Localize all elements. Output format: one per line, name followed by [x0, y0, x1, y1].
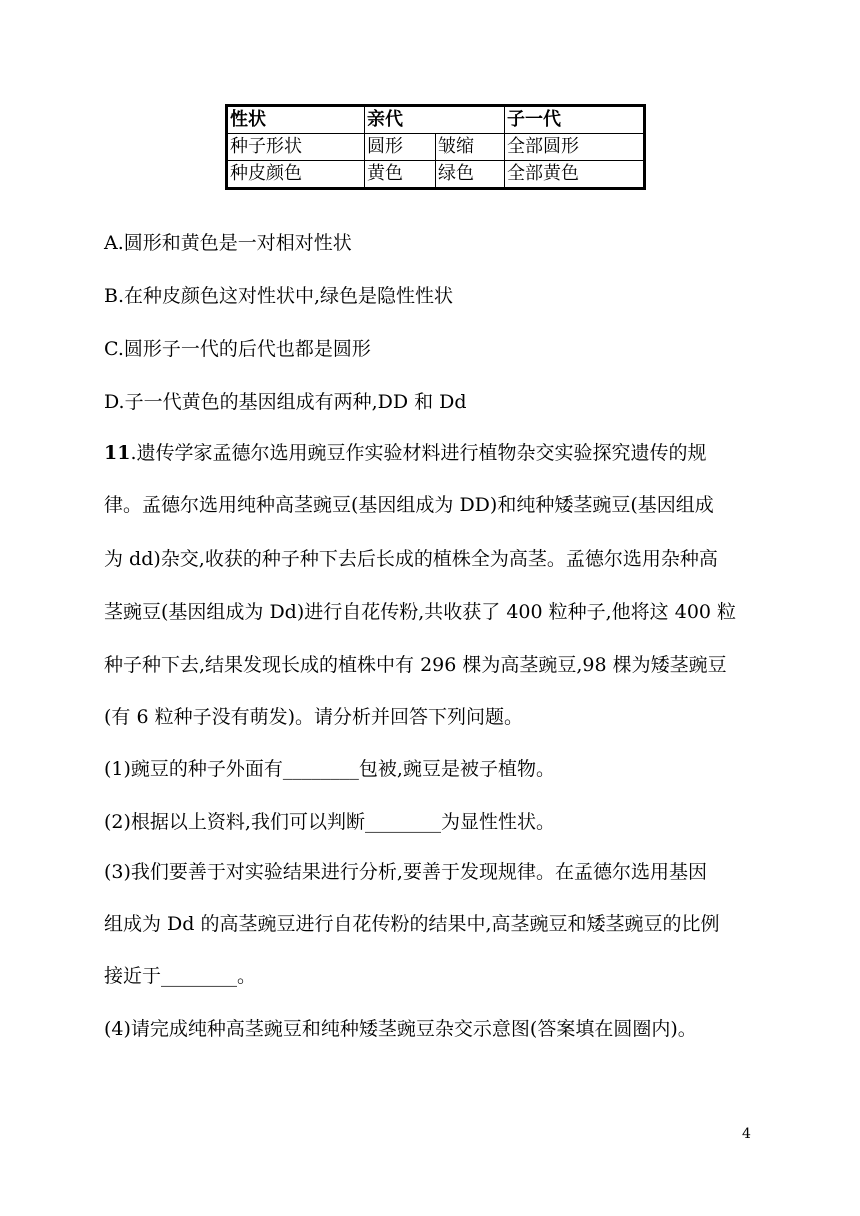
sub-question-3-line-2: 组成为 Dd 的高茎豌豆进行自花传粉的结果中,高茎豌豆和矮茎豌豆的比例 [104, 913, 720, 935]
sub-question-1: (1)豌豆的种子外面有________包被,豌豆是被子植物。 [104, 758, 555, 780]
table-cell: 全部黄色 [505, 161, 645, 189]
table-cell: 圆形 [365, 134, 436, 161]
question-11-line-1 [104, 441, 754, 465]
option-b: B.在种皮颜色这对性状中,绿色是隐性性状 [104, 285, 454, 307]
header-f1: 子一代 [505, 106, 645, 134]
table-cell: 全部圆形 [505, 134, 645, 161]
sub-question-4: (4)请完成纯种高茎豌豆和纯种矮茎豌豆杂交示意图(答案填在圆圈内)。 [104, 1018, 697, 1040]
option-a: A.圆形和黄色是一对相对性状 [104, 232, 352, 254]
table-header-row [227, 106, 645, 134]
table-cell: 种皮颜色 [227, 161, 365, 189]
question-number: 11 [104, 442, 131, 464]
option-d: D.子一代黄色的基因组成有两种,DD 和 Dd [104, 391, 467, 413]
question-11-line-2: 律。孟德尔选用纯种高茎豌豆(基因组成为 DD)和纯种矮茎豌豆(基因组成 [104, 494, 714, 516]
table-row [227, 161, 645, 189]
sub-question-3-line-1: (3)我们要善于对实验结果进行分析,要善于发现规律。在孟德尔选用基因 [104, 861, 707, 883]
table-cell: 种子形状 [227, 134, 365, 161]
question-11-line-3: 为 dd)杂交,收获的种子种下去后长成的植株全为高茎。孟德尔选用杂种高 [104, 548, 718, 570]
sub-question-2: (2)根据以上资料,我们可以判断________为显性性状。 [104, 811, 555, 833]
table-cell: 绿色 [436, 161, 505, 189]
question-11-line-6: (有 6 粒种子没有萌发)。请分析并回答下列问题。 [104, 706, 523, 728]
option-c: C.圆形子一代的后代也都是圆形 [104, 338, 371, 360]
header-trait: 性状 [227, 106, 365, 134]
question-11-line-5: 种子种下去,结果发现长成的植株中有 296 棵为高茎豌豆,98 棵为矮茎豌豆 [104, 654, 727, 676]
trait-table [225, 104, 646, 190]
table-row [227, 134, 645, 161]
table-cell: 皱缩 [436, 134, 505, 161]
table-cell: 黄色 [365, 161, 436, 189]
header-parent: 亲代 [365, 106, 505, 134]
sub-question-3-line-3: 接近于________。 [104, 965, 257, 987]
question-11-text: .遗传学家孟德尔选用豌豆作实验材料进行植物杂交实验探究遗传的规 [130, 442, 707, 464]
page-number: 4 [742, 1126, 751, 1142]
question-11-line-4: 茎豌豆(基因组成为 Dd)进行自花传粉,共收获了 400 粒种子,他将这 400 粒 [104, 601, 737, 623]
